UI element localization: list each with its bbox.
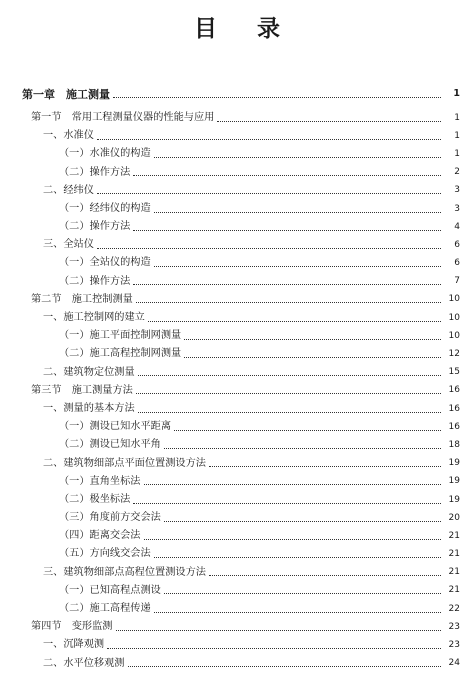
toc-leader-dots xyxy=(113,96,441,98)
toc-entry[interactable] xyxy=(0,127,474,145)
toc-entry[interactable] xyxy=(0,491,474,509)
toc-entry-label: （二）极坐标法 xyxy=(59,493,131,505)
toc-entry[interactable] xyxy=(0,364,474,382)
toc-entry[interactable] xyxy=(0,236,474,254)
toc-entry-label: （一）施工平面控制网测量 xyxy=(59,330,182,342)
toc-entry[interactable] xyxy=(0,182,474,200)
toc-entry-page: 16 xyxy=(448,385,460,396)
toc-leader-dots xyxy=(144,538,442,540)
toc-entry-label: 第一章 施工测量 xyxy=(22,87,110,101)
toc-entry-label: 二、建筑物定位测量 xyxy=(43,366,135,378)
toc-entry[interactable] xyxy=(0,655,474,673)
toc-entry-label: （一）经纬仪的构造 xyxy=(59,202,151,214)
toc-entry-page: 10 xyxy=(448,330,460,341)
toc-entry[interactable] xyxy=(0,291,474,309)
toc-leader-dots xyxy=(184,338,441,340)
toc-entry-page: 16 xyxy=(448,403,460,414)
title-char-2: 录 xyxy=(257,15,280,42)
toc-leader-dots xyxy=(133,502,441,504)
toc-leader-dots xyxy=(136,392,441,394)
toc-entry-page: 21 xyxy=(448,567,460,578)
toc-entry[interactable] xyxy=(0,309,474,327)
toc-entry-label: （二）操作方法 xyxy=(59,221,131,233)
toc-entry-page: 22 xyxy=(448,603,460,614)
toc-entry-page: 23 xyxy=(448,621,460,632)
page-title xyxy=(0,10,474,43)
toc-leader-dots xyxy=(133,283,441,285)
toc-entry-label: 第一节 常用工程测量仪器的性能与应用 xyxy=(31,111,215,123)
toc-entry-page: 18 xyxy=(448,439,460,450)
toc-entry-page: 3 xyxy=(454,203,460,214)
toc-entry-page: 19 xyxy=(448,494,460,505)
toc-entry[interactable] xyxy=(0,436,474,454)
toc-entry[interactable] xyxy=(0,327,474,345)
toc-entry-page: 3 xyxy=(454,185,460,196)
toc-entry-page: 12 xyxy=(448,349,460,360)
toc-leader-dots xyxy=(154,156,441,158)
toc-leader-dots xyxy=(138,374,441,376)
toc-leader-dots xyxy=(154,211,441,213)
title-char-1: 目 xyxy=(194,15,217,42)
toc-leader-dots xyxy=(184,356,441,358)
toc-entry-page: 10 xyxy=(448,294,460,305)
toc-entry-page: 2 xyxy=(454,167,460,178)
toc-entry[interactable] xyxy=(0,145,474,163)
toc-entry-page: 21 xyxy=(448,530,460,541)
toc-leader-dots xyxy=(133,174,441,176)
toc-entry[interactable] xyxy=(0,636,474,654)
toc-entry-page: 24 xyxy=(448,658,460,669)
toc-leader-dots xyxy=(136,301,441,303)
toc-entry-label: （一）测设已知水平距离 xyxy=(59,421,172,433)
toc-leader-dots xyxy=(97,247,441,249)
toc-entry[interactable] xyxy=(0,582,474,600)
toc-entry-label: （一）全站仪的构造 xyxy=(59,257,151,269)
toc-leader-dots xyxy=(107,647,441,649)
toc-leader-dots xyxy=(116,629,442,631)
toc-entry[interactable] xyxy=(0,564,474,582)
toc-entry-page: 21 xyxy=(448,585,460,596)
toc-entry-label: 第二节 施工控制测量 xyxy=(31,293,133,305)
toc-entry-page: 16 xyxy=(448,421,460,432)
toc-entry-page: 23 xyxy=(448,640,460,651)
toc-entry[interactable] xyxy=(0,82,474,106)
toc-entry-label: （三）角度前方交会法 xyxy=(59,512,161,524)
toc-entry-label: 第四节 变形监测 xyxy=(31,621,113,633)
toc-entry-label: （二）施工高程传递 xyxy=(59,603,151,615)
toc-entry-page: 1 xyxy=(453,88,460,100)
toc-entry-label: （一）已知高程点测设 xyxy=(59,584,161,596)
toc-entry-page: 1 xyxy=(454,130,460,141)
toc-leader-dots xyxy=(128,665,442,667)
toc-entry-page: 19 xyxy=(448,476,460,487)
toc-leader-dots xyxy=(138,411,441,413)
toc-entry[interactable] xyxy=(0,418,474,436)
toc-entry[interactable] xyxy=(0,400,474,418)
toc-entry-label: 第三节 施工测量方法 xyxy=(31,384,133,396)
toc-entry[interactable] xyxy=(0,382,474,400)
toc-entry-page: 6 xyxy=(454,258,460,269)
toc-entry[interactable] xyxy=(0,109,474,127)
toc-entry[interactable] xyxy=(0,345,474,363)
toc-entry-page: 19 xyxy=(448,458,460,469)
toc-entry-page: 1 xyxy=(454,112,460,123)
toc-entry-label: （四）距离交会法 xyxy=(59,530,141,542)
toc-entry-page: 7 xyxy=(454,276,460,287)
toc-entry-label: 二、经纬仪 xyxy=(43,184,94,196)
toc-leader-dots xyxy=(154,611,441,613)
toc-entry-page: 15 xyxy=(448,367,460,378)
toc-entry-label: 一、施工控制网的建立 xyxy=(43,312,145,324)
toc-entry[interactable] xyxy=(0,546,474,564)
toc-entry[interactable] xyxy=(0,509,474,527)
toc-leader-dots xyxy=(133,229,441,231)
toc-entry-label: （二）操作方法 xyxy=(59,166,131,178)
toc-leader-dots xyxy=(154,556,441,558)
toc-entry-label: （二）施工高程控制网测量 xyxy=(59,348,182,360)
toc-leader-dots xyxy=(164,520,441,522)
toc-entry[interactable] xyxy=(0,273,474,291)
toc-leader-dots xyxy=(144,483,442,485)
toc-entry-label: 三、建筑物细部点高程位置测设方法 xyxy=(43,566,206,578)
toc-entry[interactable] xyxy=(0,473,474,491)
toc-leader-dots xyxy=(174,429,441,431)
toc-entry-label: （一）直角坐标法 xyxy=(59,475,141,487)
toc-entry-label: 一、水准仪 xyxy=(43,130,94,142)
toc-leader-dots xyxy=(209,465,441,467)
toc-leader-dots xyxy=(97,192,441,194)
toc-leader-dots xyxy=(164,447,441,449)
toc-entry-page: 20 xyxy=(448,512,460,523)
toc-leader-dots xyxy=(164,592,441,594)
toc-entry-label: （五）方向线交会法 xyxy=(59,548,151,560)
toc-entry[interactable] xyxy=(0,218,474,236)
toc-leader-dots xyxy=(148,320,441,322)
toc-list xyxy=(0,82,474,673)
toc-entry-label: （一）水准仪的构造 xyxy=(59,148,151,160)
toc-entry-page: 21 xyxy=(448,549,460,560)
toc-entry[interactable] xyxy=(0,200,474,218)
toc-leader-dots xyxy=(209,574,441,576)
toc-entry-label: （二）操作方法 xyxy=(59,275,131,287)
toc-entry[interactable] xyxy=(0,455,474,473)
toc-entry-page: 10 xyxy=(448,312,460,323)
toc-entry-label: 三、全站仪 xyxy=(43,239,94,251)
toc-entry-label: （二）测设已知水平角 xyxy=(59,439,161,451)
toc-entry-label: 二、建筑物细部点平面位置测设方法 xyxy=(43,457,206,469)
toc-leader-dots xyxy=(97,138,441,140)
toc-entry[interactable] xyxy=(0,618,474,636)
toc-entry-page: 6 xyxy=(454,239,460,250)
toc-entry[interactable] xyxy=(0,164,474,182)
toc-entry-page: 4 xyxy=(454,221,460,232)
toc-entry-label: 二、水平位移观测 xyxy=(43,657,125,669)
toc-leader-dots xyxy=(154,265,441,267)
toc-entry[interactable] xyxy=(0,600,474,618)
toc-entry-page: 1 xyxy=(454,148,460,159)
toc-entry[interactable] xyxy=(0,527,474,545)
toc-entry-label: 一、测量的基本方法 xyxy=(43,402,135,414)
toc-leader-dots xyxy=(217,120,441,122)
toc-entry[interactable] xyxy=(0,255,474,273)
toc-entry-label: 一、沉降观测 xyxy=(43,639,105,651)
